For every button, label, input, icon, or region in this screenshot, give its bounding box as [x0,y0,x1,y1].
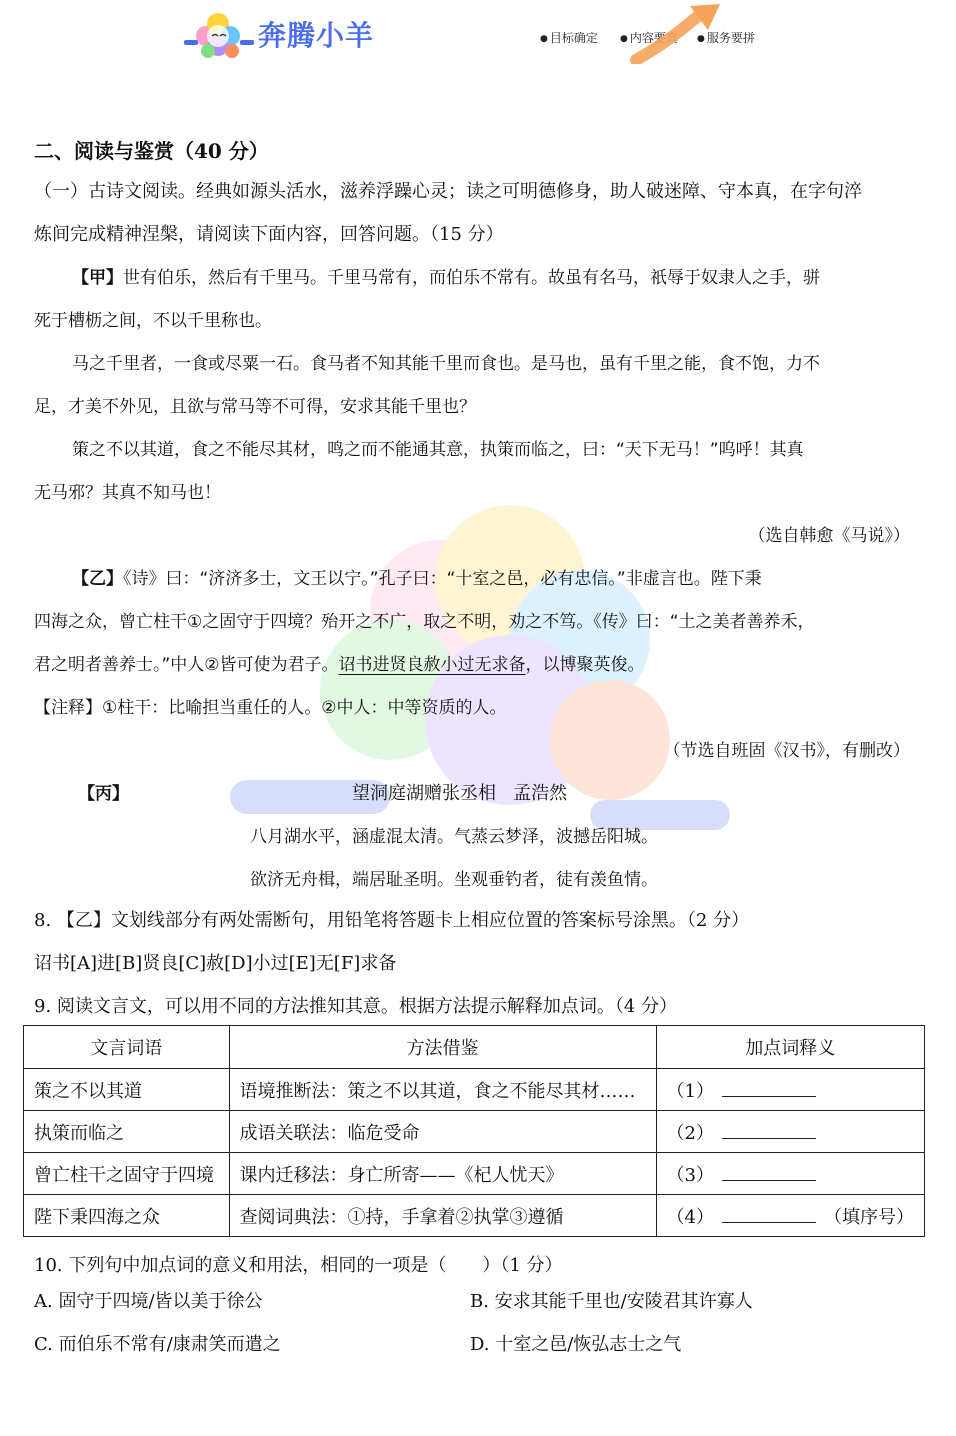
poem-title: 望洞庭湖赠张丞相 [352,783,496,804]
yi-note: 【注释】①柱干：比喻担当重任的人。②中人：中等资质的人。 [34,698,507,718]
row-phrase: 陛下秉四海之众 [24,1195,230,1237]
col-header-phrase: 文言词语 [24,1026,230,1069]
table-row [24,1069,925,1111]
q9-stem: 9. 阅读文言文，可以用不同的方法推知其意。根据方法提示解释加点词。（4 分） [34,996,678,1017]
yi-line2: 四海之众，曾亡柱干①之固守于四境？殆开之不广，取之不明，劝之不笃。《传》曰：“土之美者善养禾， [34,612,815,632]
q8-stem: 8. 【乙】文划线部分有两处需断句，用铅笔将答题卡上相应位置的答案标号涂黑。（2 分） [34,910,750,931]
yi-source: （节选自班固《汉书》，有删改） [663,741,910,761]
jia-label: 【甲】 [72,268,123,288]
answer-cell[interactable] [656,1111,924,1153]
table-row [24,1111,925,1153]
answer-cell[interactable] [656,1195,924,1237]
row-method: 课内迁移法：身亡所寄——《杞人忧天》 [229,1153,656,1195]
yi-line1: 《诗》曰：“济济多士，文王以宁。”孔子曰：“十室之邑，必有忠信。”非虚言也。陛下秉 [123,569,762,589]
jia-source: （选自韩愈《马说》） [748,526,910,546]
poem-line-2: 欲济无舟楫，端居耻圣明。坐观垂钓者，徒有羡鱼情。 [250,870,658,890]
answer-number: （1） [666,1080,714,1102]
answer-blank[interactable] [722,1124,816,1139]
answer-cell[interactable] [656,1069,924,1111]
q10-option-a[interactable]: A. 固守于四境/皆以美于徐公 [34,1291,263,1312]
row-phrase: 策之不以其道 [24,1069,230,1111]
bing-label: 【丙】 [78,784,129,804]
answer-number: （2） [666,1122,714,1144]
poem-author: 孟浩然 [513,783,568,804]
poem-line-1: 八月湖水平，涵虚混太清。气蒸云梦泽，波撼岳阳城。 [250,827,658,847]
yi-underlined-sentence: 诏书进贤良赦小过无求备 [338,655,526,675]
q8-options: 诏书[A]进[B]贤良[C]赦[D]小过[E]无[F]求备 [34,953,397,974]
table-row [24,1195,925,1237]
tag-goal: ● 目标确定 [540,29,598,46]
brand-name: 奔腾小羊 [258,19,375,52]
yi-label: 【乙】 [72,569,123,589]
jia-p1-line1: 世有伯乐，然后有千里马。千里马常有，而伯乐不常有。故虽有名马，祇辱于奴隶人之手，骈 [123,268,820,288]
answer-blank[interactable] [722,1166,816,1181]
intro-line-1: （一）古诗文阅读。经典如源头活水，滋养浮躁心灵；读之可明德修身，助人破迷障、守本真，在字句淬 [34,181,862,202]
jia-p2-line1: 马之千里者，一食或尽粟一石。食马者不知其能千里而食也。是马也，虽有千里之能，食不饱，力不 [72,354,820,374]
col-header-answer: 加点词释义 [656,1026,924,1069]
section-title: 二、阅读与鉴赏（40 分） [34,139,269,163]
answer-number: （4） [666,1206,714,1228]
answer-blank[interactable] [722,1208,816,1223]
q10-option-b[interactable]: B. 安求其能千里也/安陵君其许寡人 [470,1291,753,1312]
jia-p1-line2: 死于槽枥之间，不以千里称也。 [34,311,272,331]
q10-stem: 10. 下列句中加点词的意义和用法，相同的一项是（ ）（1 分） [34,1255,563,1276]
row-method: 语境推断法：策之不以其道，食之不能尽其材…… [229,1069,656,1111]
tag-service: ● 服务要拼 [697,29,755,46]
q10-option-d[interactable]: D. 十室之邑/恢弘志士之气 [470,1334,682,1355]
arrow-icon [628,2,728,64]
answer-blank[interactable] [722,1082,816,1097]
jia-p3-line2: 无马邪？其真不知马也！ [34,483,221,503]
row-method: 查阅词典法：①持，手拿着②执掌③遵循 [229,1195,656,1237]
tag-content: ● 内容要真 [620,29,678,46]
jia-p2-line2: 足，才美不外见，且欲与常马等不可得，安求其能千里也？ [34,397,476,417]
answer-cell[interactable] [656,1153,924,1195]
yi-line3-a: 君之明者善养士。”中人②皆可使为君子。 [34,655,339,675]
row-phrase: 曾亡柱干之固守于四境 [24,1153,230,1195]
method-table [23,1025,925,1237]
answer-number: （3） [666,1164,714,1186]
jia-p3-line1: 策之不以其道，食之不能尽其材，鸣之而不能通其意，执策而临之，曰：“天下无马！”呜呼！其真 [72,440,804,460]
table-row [24,1153,925,1195]
intro-line-2: 炼间完成精神涅槃，请阅读下面内容，回答问题。（15 分） [34,224,504,245]
table-header-row [24,1026,925,1069]
q10-option-c[interactable]: C. 而伯乐不常有/康肃笑而遣之 [34,1334,281,1355]
row-phrase: 执策而临之 [24,1111,230,1153]
row-method: 成语关联法：临危受命 [229,1111,656,1153]
col-header-method: 方法借鉴 [229,1026,656,1069]
yi-line3-b: ，以博聚英俊。 [525,655,645,675]
answer-hint: （填序号） [824,1206,914,1228]
